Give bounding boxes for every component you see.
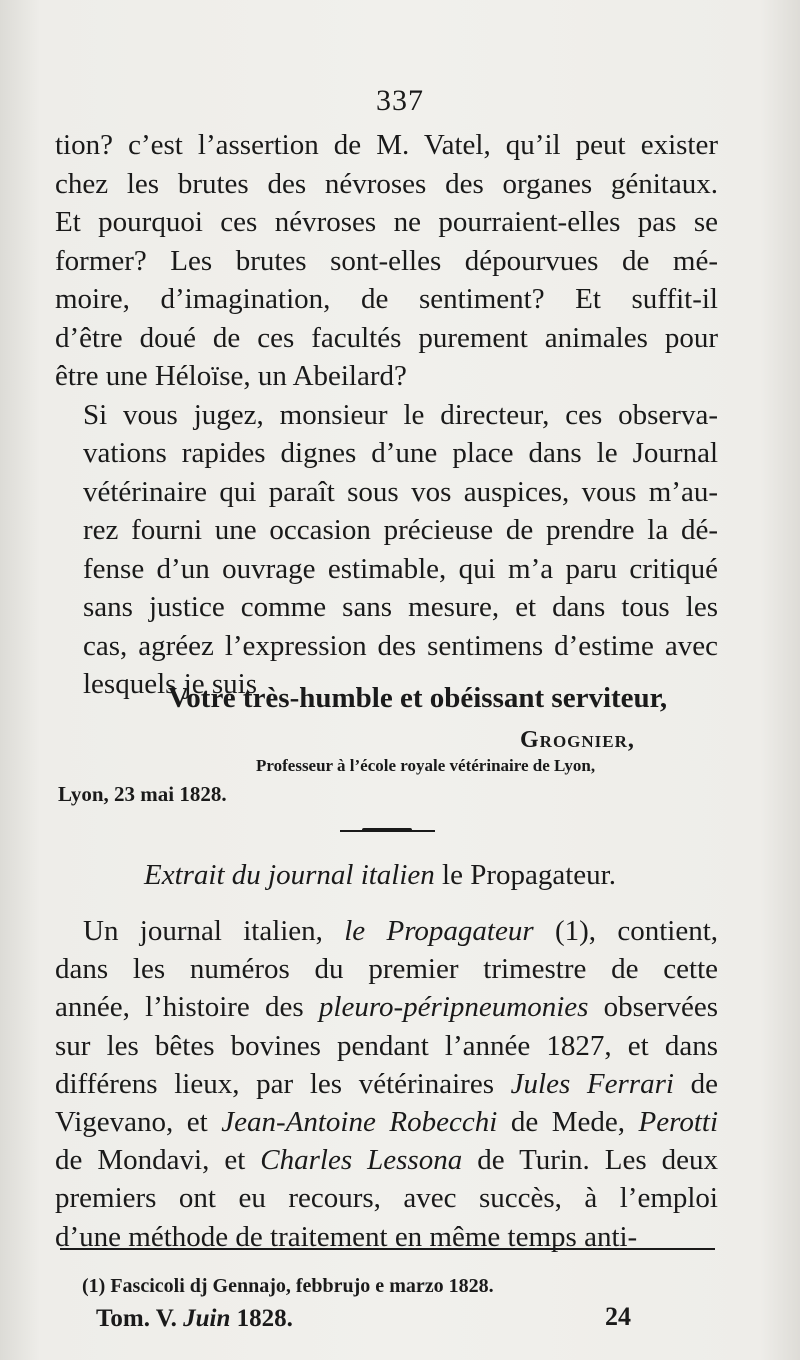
text-line: de Mondavi, et Charles Lessona de Turin. Les deux bbox=[55, 1144, 718, 1177]
section-divider bbox=[340, 830, 435, 832]
letter-paragraph-2 bbox=[55, 396, 718, 704]
section-heading-italic: Extrait du journal italien bbox=[144, 859, 435, 891]
signature-month: Juin bbox=[183, 1305, 231, 1332]
footnote-rule bbox=[60, 1248, 715, 1250]
text-line: d’une méthode de traitement en même temps anti- bbox=[55, 1220, 638, 1253]
section-heading-roman: le Propagateur. bbox=[434, 859, 616, 891]
italic-name: Jean-Antoine Robecchi bbox=[221, 1106, 498, 1139]
text-line: premiers ont eu recours, avec succès, à l’emploi bbox=[55, 1182, 718, 1215]
italic-name: le Propagateur bbox=[344, 915, 534, 947]
text-line: fense d’un ouvrage estimable, qui m’a paru critiqué bbox=[83, 552, 718, 585]
page-number: 337 bbox=[376, 84, 424, 117]
text-line: rez fourni une occasion précieuse de prendre la dé- bbox=[83, 514, 718, 546]
signature-prefix: Tom. V. bbox=[96, 1305, 184, 1332]
text-line: Un journal italien, le Propagateur (1), contient, bbox=[83, 915, 718, 947]
text-line: chez les brutes des névroses des organes génitaux. bbox=[55, 167, 718, 200]
section-heading bbox=[0, 859, 760, 892]
signature-year: 1828. bbox=[230, 1305, 293, 1332]
italic-name: pleuro-péripneumonies bbox=[318, 991, 589, 1024]
text-line: d’être doué de ces facultés purement animales pour bbox=[55, 321, 718, 354]
text-line: sans justice comme sans mesure, et dans tous les bbox=[83, 591, 718, 623]
closing-formula: Votre très-humble et obéissant serviteur, bbox=[168, 682, 668, 714]
text-line: Et pourquoi ces névroses ne pourraient-elles pas se bbox=[55, 206, 718, 238]
text-line: sur les bêtes bovines pendant l’année 1827, et dans bbox=[55, 1029, 718, 1062]
footnote: (1) Fascicoli dj Gennajo, febbrujo e marzo 1828. bbox=[82, 1275, 494, 1297]
text-line: lesquels je suis bbox=[83, 668, 257, 700]
italic-name: Perotti bbox=[638, 1106, 718, 1139]
text-line: Vigevano, et Jean-Antoine Robecchi de Mede, Perotti bbox=[55, 1106, 718, 1139]
italic-name: Jules Ferrari bbox=[510, 1067, 674, 1100]
section-body bbox=[55, 912, 718, 1256]
letter-body bbox=[55, 126, 718, 704]
text-line: former? Les brutes sont-elles dépourvues de mé- bbox=[55, 244, 718, 277]
text-line: moire, d’imagination, de sentiment? Et suffit-il bbox=[55, 283, 718, 315]
text-line: vations rapides dignes d’une place dans le Journal bbox=[83, 437, 718, 469]
text-line: année, l’histoire des pleuro-péripneumonies observées bbox=[55, 991, 718, 1024]
place-date: Lyon, 23 mai 1828. bbox=[58, 782, 227, 806]
text-line: tion? c’est l’assertion de M. Vatel, qu’il peut exister bbox=[55, 129, 718, 161]
printer-signature bbox=[96, 1305, 293, 1333]
text-line: être une Héloïse, un Abeilard? bbox=[55, 360, 407, 392]
signature-number: 24 bbox=[605, 1302, 631, 1331]
letter-paragraph-1 bbox=[55, 126, 718, 396]
text-line: différens lieux, par les vétérinaires Jules Ferrari de bbox=[55, 1067, 718, 1100]
text-line: Si vous jugez, monsieur le directeur, ces observa- bbox=[83, 398, 718, 431]
text-line: cas, agréez l’expression des sentimens d’estime avec bbox=[83, 629, 718, 662]
signer-name: Grognier, bbox=[520, 727, 635, 753]
signer-title: Professeur à l’école royale vétérinaire de Lyon, bbox=[256, 756, 596, 775]
italic-name: Charles Lessona bbox=[260, 1144, 463, 1177]
text-line: vétérinaire qui paraît sous vos auspices, vous m’au- bbox=[83, 475, 718, 508]
text-line: dans les numéros du premier trimestre de cette bbox=[55, 953, 718, 986]
